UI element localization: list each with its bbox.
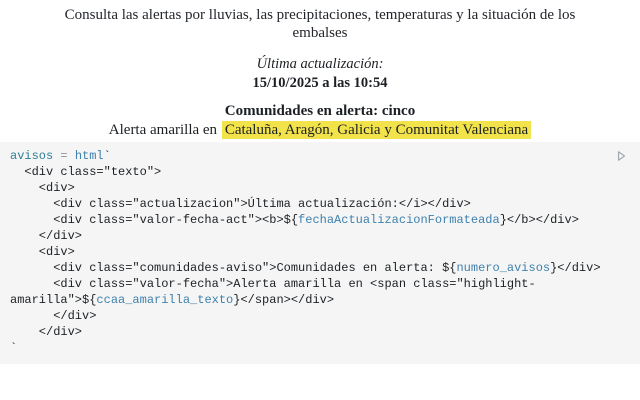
code-line	[10, 308, 610, 324]
code-line	[10, 260, 610, 276]
code-token: </div>	[10, 228, 83, 243]
code-token: <div class="actualizacion">Última actualización:</i></div>	[10, 196, 471, 211]
code-line	[10, 148, 610, 164]
alert-regions-highlight: Cataluña, Aragón, Galicia y Comunitat Valenciana	[222, 121, 531, 139]
code-token: <div>	[10, 244, 75, 259]
code-token: =	[53, 148, 75, 163]
code-token: fechaActualizacionFormateada	[298, 212, 500, 227]
cell-output	[0, 0, 640, 139]
code-line	[10, 180, 610, 196]
code-token: <div class="comunidades-aviso">Comunidades en alerta: ${	[10, 260, 457, 275]
code-token: <div class="valor-fecha">Alerta amarilla en <span class="highlight-	[10, 276, 536, 291]
code-line	[10, 196, 610, 212]
last-update-value: 15/10/2025 a las 10:54	[252, 74, 388, 91]
code-line	[10, 212, 610, 228]
code-token: `	[103, 148, 111, 163]
play-icon[interactable]	[612, 147, 630, 165]
code-content[interactable]	[10, 148, 610, 356]
code-token: <div class="texto">	[10, 164, 162, 179]
play-icon-glyph	[614, 149, 628, 163]
code-token: </div>	[10, 308, 97, 323]
output-title: Consulta las alertas por lluvias, las precipitaciones, temperaturas y la situación de los embalses	[64, 7, 576, 42]
code-token: }</div>	[550, 260, 601, 275]
code-token: ccaa_amarilla_texto	[96, 292, 234, 307]
last-update-label: Última actualización:	[256, 55, 384, 72]
code-editor-cell[interactable]	[0, 142, 640, 364]
code-token: }</b></div>	[499, 212, 579, 227]
code-token: }</span></div>	[233, 292, 335, 307]
code-token: `	[10, 340, 18, 355]
code-line	[10, 244, 610, 260]
alert-prefix: Alerta amarilla en	[108, 121, 218, 138]
yellow-alert-line	[0, 122, 640, 139]
code-token: numero_avisos	[456, 260, 551, 275]
code-line	[10, 164, 610, 180]
code-token: amarilla">${	[10, 292, 97, 307]
code-line	[10, 324, 610, 340]
code-line	[10, 292, 610, 308]
code-token: <div>	[10, 180, 75, 195]
code-token: <div class="valor-fecha-act"><b>${	[10, 212, 299, 227]
code-token: avisos	[10, 148, 54, 163]
code-token: </div>	[10, 324, 83, 339]
code-token: html	[74, 148, 104, 163]
communities-alert-count: Comunidades en alerta: cinco	[224, 102, 416, 119]
code-line	[10, 276, 610, 292]
code-line	[10, 228, 610, 244]
code-line	[10, 340, 610, 356]
